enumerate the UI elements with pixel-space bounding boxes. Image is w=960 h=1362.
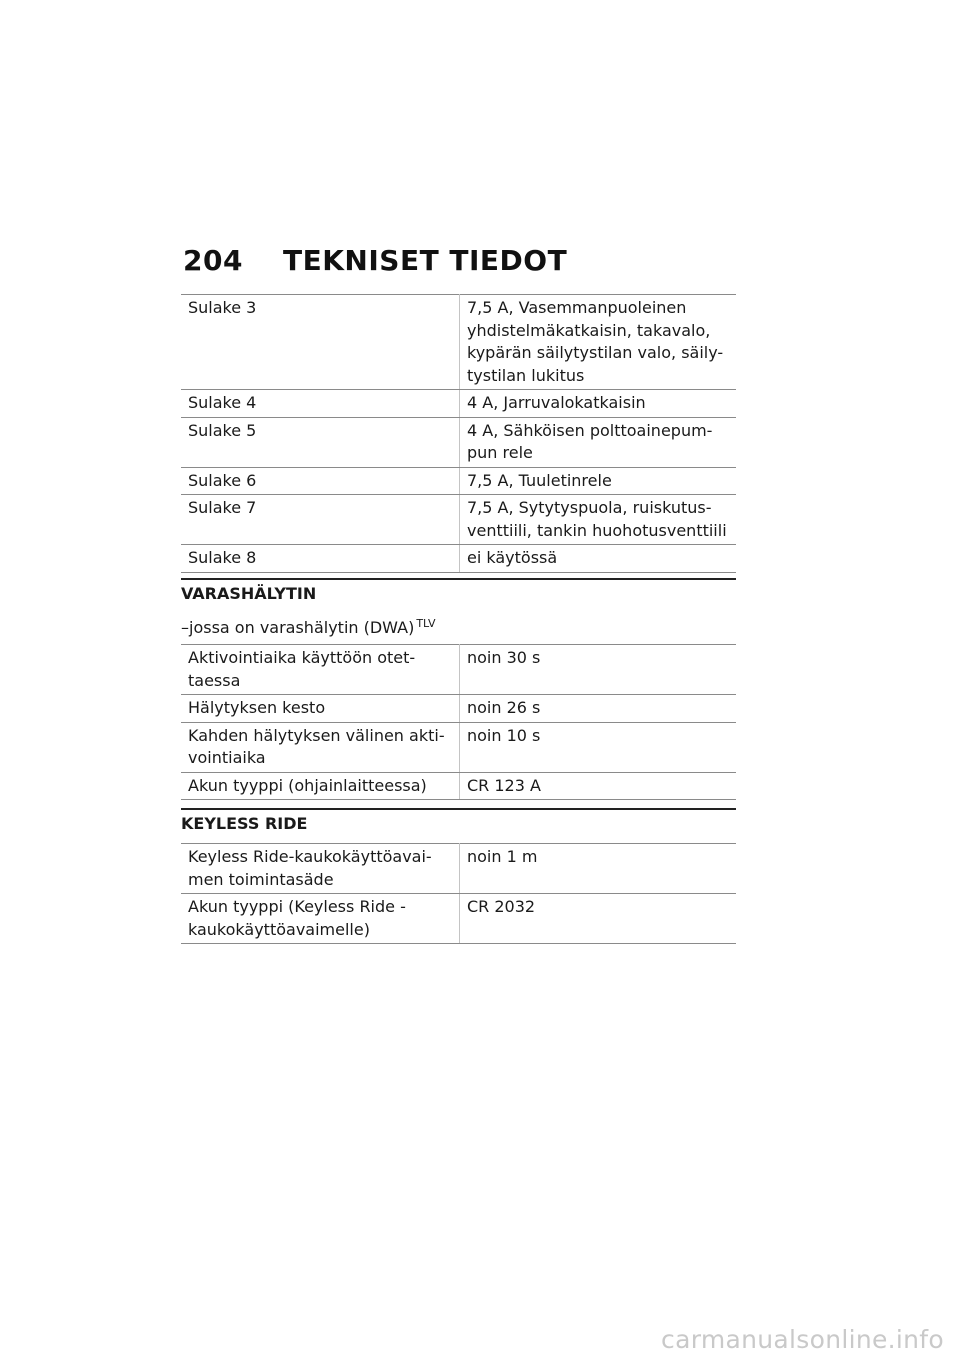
table-row [181,772,736,800]
table-row [181,722,736,772]
row-value: noin 10 s [460,722,737,772]
row-label: Aktivointiaika käyttöön otet-taessa [181,645,460,695]
table-row [181,467,736,495]
row-value: 7,5 A, Vasemmanpuoleinen yhdistelmäkatkaisin, takavalo, kypärän säilytystilan valo, säily-tystilan lukitus [460,295,737,390]
keyless-section-title: KEYLESS RIDE [181,814,308,833]
row-label: Akun tyyppi (ohjainlaitteessa) [181,772,460,800]
table-row [181,495,736,545]
alarm-section-title: VARASHÄLYTIN [181,584,317,603]
alarm-table [181,644,736,800]
page-header [183,244,568,277]
row-label: Hälytyksen kesto [181,695,460,723]
keyless-section [181,808,736,835]
page-number: 204 [183,244,243,277]
table-row [181,894,736,944]
watermark: carmanualsonline.info [661,1325,944,1354]
alarm-section [181,578,736,639]
alarm-note [181,613,736,639]
table-row [181,645,736,695]
row-value: 4 A, Jarruvalokatkaisin [460,390,737,418]
row-label: Sulake 5 [181,417,460,467]
row-value: noin 26 s [460,695,737,723]
row-label: Sulake 3 [181,295,460,390]
row-label: Sulake 7 [181,495,460,545]
fuse-table [181,294,736,573]
alarm-note-text: –jossa on varashälytin (DWA) [181,618,415,637]
row-value: 4 A, Sähköisen polttoainepum-pun rele [460,417,737,467]
row-label: Sulake 8 [181,545,460,573]
row-label: Kahden hälytyksen välinen akti-vointiaika [181,722,460,772]
row-value: 7,5 A, Sytytyspuola, ruiskutus-venttiili, tankin huohotusventtiili [460,495,737,545]
row-value: CR 2032 [460,894,737,944]
keyless-table [181,843,736,944]
row-value: noin 30 s [460,645,737,695]
table-row [181,417,736,467]
row-value: 7,5 A, Tuuletinrele [460,467,737,495]
row-label: Sulake 6 [181,467,460,495]
row-label: Akun tyyppi (Keyless Ride -kaukokäyttöavaimelle) [181,894,460,944]
row-value: ei käytössä [460,545,737,573]
row-label: Sulake 4 [181,390,460,418]
row-value: noin 1 m [460,844,737,894]
table-row [181,295,736,390]
page-title: TEKNISET TIEDOT [283,244,568,277]
row-label: Keyless Ride-kaukokäyttöavai-men toimintasäde [181,844,460,894]
table-row [181,390,736,418]
table-row [181,844,736,894]
alarm-note-sup: TLV [416,617,436,630]
table-row [181,545,736,573]
table-row [181,695,736,723]
row-value: CR 123 A [460,772,737,800]
